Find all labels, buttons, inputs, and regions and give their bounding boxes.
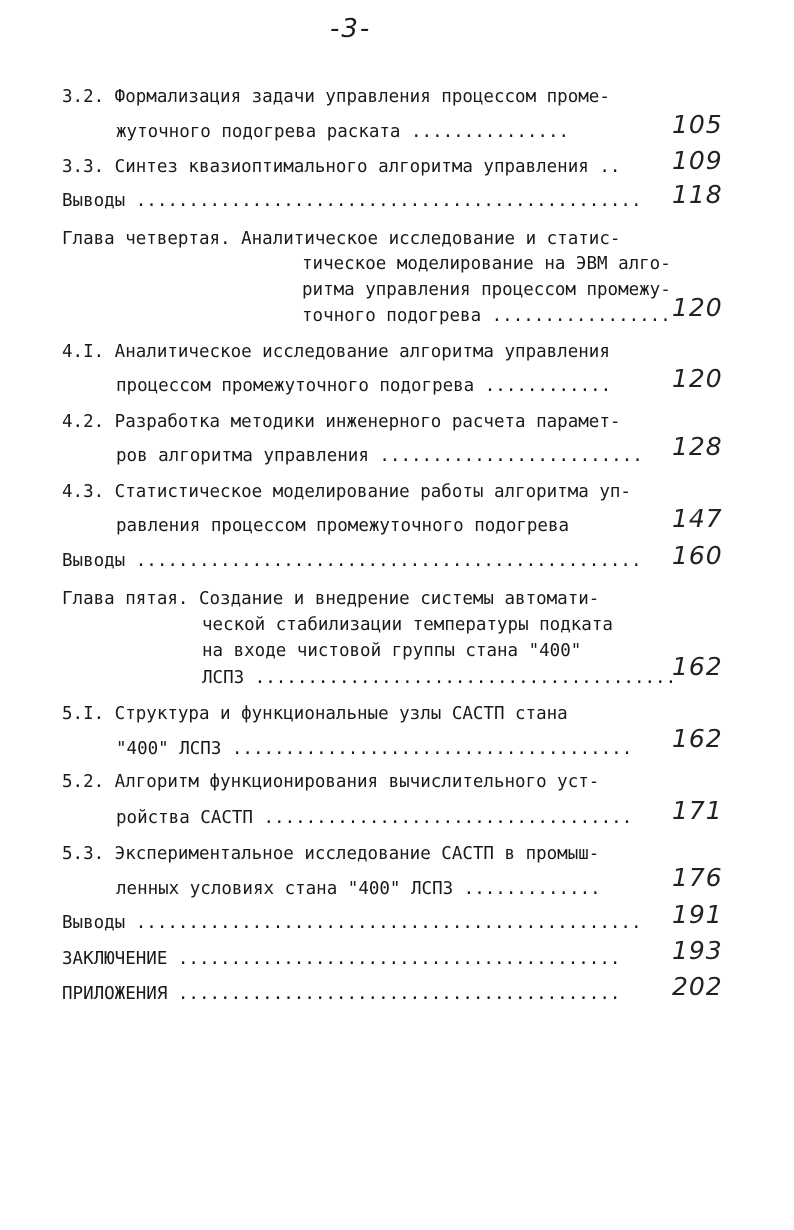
toc-entry-conclusions-ch3-line-1: Выводы ................................................	[62, 191, 642, 211]
toc-entry-conclusions-ch4-page: 160	[672, 541, 723, 570]
toc-entry-appendices-line-1: ПРИЛОЖЕНИЯ ..........................................	[62, 984, 621, 1004]
toc-entry-5-1-page: 162	[672, 724, 723, 753]
toc-entry-4-3-line-2: равления процессом промежуточного подогрева	[116, 516, 570, 536]
toc-entry-3-2-line-1: 3.2. Формализация задачи управления процессом проме-	[62, 87, 610, 107]
toc-entry-conclusions-ch5-page: 191	[672, 900, 723, 929]
toc-entry-4-1-line-2: процессом промежуточного подогрева ............	[116, 376, 612, 396]
toc-entry-5-3-page: 176	[672, 863, 723, 892]
toc-entry-3-2-page: 105	[672, 110, 723, 139]
toc-entry-4-2-line-1: 4.2. Разработка методики инженерного расчета парамет-	[62, 412, 621, 432]
toc-entry-5-1-line-2: "400" ЛСПЗ ......................................	[116, 739, 633, 759]
toc-entry-chapter-4-page: 120	[672, 293, 723, 322]
toc-entry-4-1-page: 120	[672, 364, 723, 393]
toc-entry-5-3-line-2: ленных условиях стана "400" ЛСПЗ .............	[116, 879, 601, 899]
toc-entry-3-2-line-2: жуточного подогрева раската ...............	[116, 122, 570, 142]
toc-entry-5-1-line-1: 5.I. Структура и функциональные узлы САСТП стана	[62, 704, 568, 724]
toc-entry-3-3-page: 109	[672, 146, 723, 175]
toc-entry-4-2-page: 128	[672, 432, 723, 461]
toc-entry-chapter-4-line-3: ритма управления процессом промежу-	[302, 280, 671, 300]
toc-entry-conclusion-line-1: ЗАКЛЮЧЕНИЕ ..........................................	[62, 949, 621, 969]
toc-entry-conclusions-ch5-line-1: Выводы ................................................	[62, 913, 642, 933]
toc-entry-5-3-line-1: 5.3. Экспериментальное исследование САСТП в промыш-	[62, 844, 600, 864]
toc-entry-chapter-5-line-2: ческой стабилизации температуры подката	[202, 615, 613, 635]
toc-entry-conclusions-ch3-page: 118	[672, 180, 723, 209]
toc-entry-4-2-line-2: ров алгоритма управления .........................	[116, 446, 643, 466]
toc-entry-chapter-5-line-3: на входе чистовой группы стана "400"	[202, 641, 582, 661]
toc-entry-4-1-line-1: 4.I. Аналитическое исследование алгоритма управления	[62, 342, 610, 362]
page-number: -3-	[330, 14, 372, 44]
toc-entry-5-2-line-2: ройства САСТП ...................................	[116, 808, 633, 828]
toc-entry-chapter-5-page: 162	[672, 652, 723, 681]
toc-entry-4-3-line-1: 4.3. Статистическое моделирование работы алгоритма уп-	[62, 482, 631, 502]
toc-entry-chapter-5-line-4: ЛСПЗ ........................................	[202, 668, 677, 688]
toc-entry-5-2-line-1: 5.2. Алгоритм функционирования вычислительного уст-	[62, 772, 600, 792]
toc-entry-5-2-page: 171	[672, 796, 723, 825]
toc-entry-3-3-line-1: 3.3. Синтез квазиоптимального алгоритма управления ..	[62, 157, 621, 177]
toc-entry-4-3-page: 147	[672, 504, 723, 533]
toc-entry-chapter-4-line-2: тическое моделирование на ЭВМ алго-	[302, 254, 671, 274]
toc-entry-chapter-4-line-1: Глава четвертая. Аналитическое исследование и статис-	[62, 229, 621, 249]
toc-entry-conclusion-page: 193	[672, 936, 723, 965]
toc-entry-chapter-4-line-4: точного подогрева .................	[302, 306, 671, 326]
toc-entry-appendices-page: 202	[672, 972, 723, 1001]
toc-entry-chapter-5-line-1: Глава пятая. Создание и внедрение системы автомати-	[62, 589, 600, 609]
toc-entry-conclusions-ch4-line-1: Выводы ................................................	[62, 551, 642, 571]
